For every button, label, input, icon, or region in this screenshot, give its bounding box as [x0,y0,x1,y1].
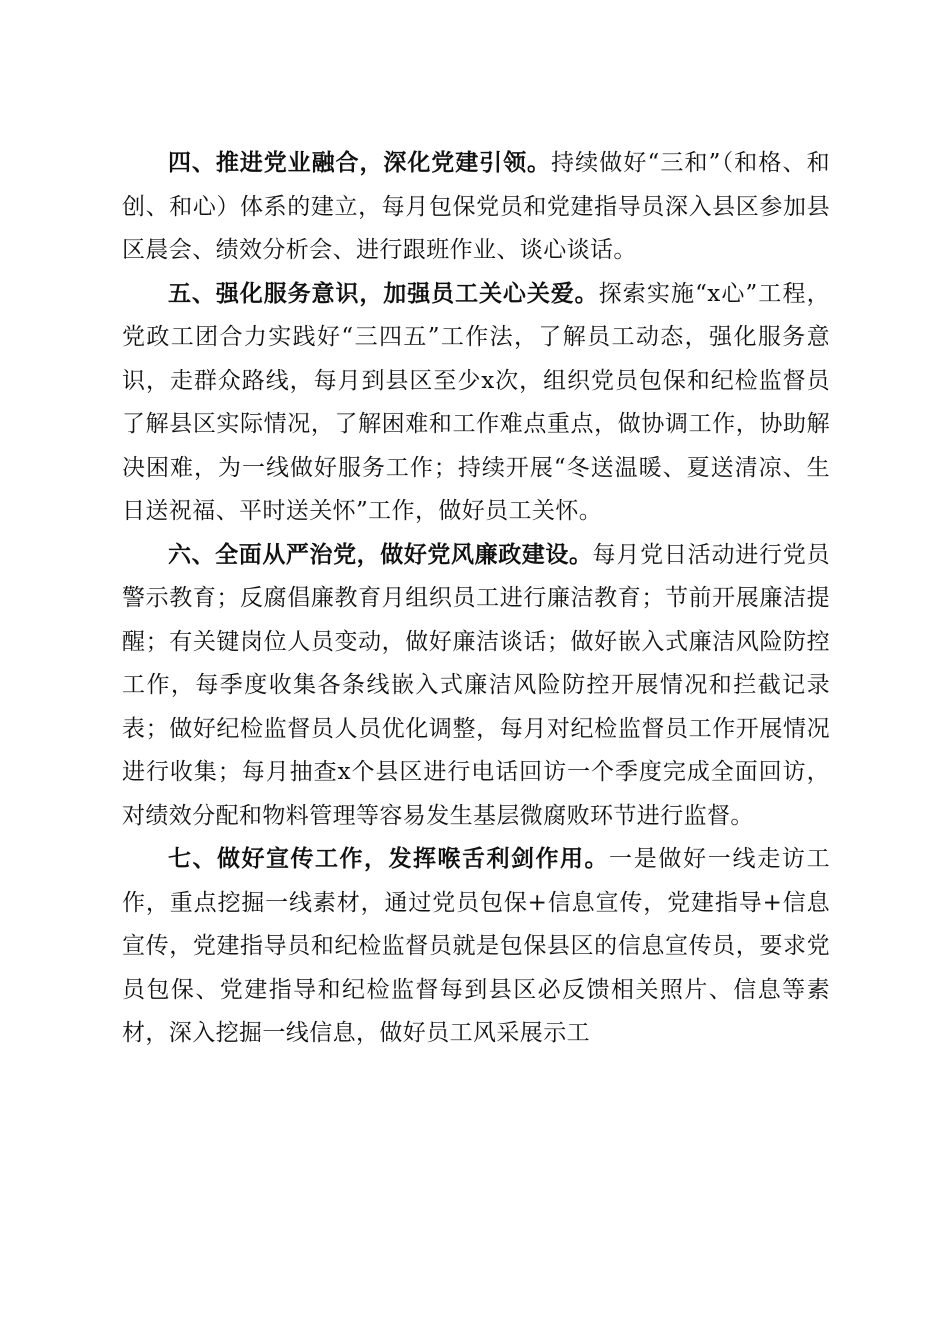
paragraph-5 [122,273,830,534]
paragraph-text: 每月党日活动进行党员警示教育；反腐倡廉教育月组织员工进行廉洁教育；节前开展廉洁提醒；有关键岗位人员变动，做好廉洁谈话；做好嵌入式廉洁风险防控工作，每季度收集各条线嵌入式廉洁风险防控开展情况和拦截记录表；做好纪检监督员人员优化调整，每月对纪检监督员工作开展情况进行收集；每月抽查x个县区进行电话回访一个季度完成全面回访，对绩效分配和物料管理等容易发生基层微腐败环节进行监督。 [122,541,830,829]
paragraph-heading: 四、推进党业融合，深化党建引领。 [168,150,551,176]
document-body [122,142,830,1056]
paragraph-heading: 七、做好宣传工作，发挥喉舌利剑作用。 [168,846,609,872]
paragraph-6 [122,534,830,839]
paragraph-text: 一是做好一线走访工作，重点挖掘一线素材，通过党员包保+信息宣传，党建指导+信息宣传，党建指导员和纪检监督员就是包保县区的信息宣传员，要求党员包保、党建指导和纪检监督每到县区必反馈相关照片、信息等素材，深入挖掘一线信息，做好员工风采展示工 [122,846,830,1046]
paragraph-heading: 六、全面从严治党，做好党风廉政建设。 [168,541,593,568]
paragraph-text: 持续做好“三和”（和格、和创、和心）体系的建立，每月包保党员和党建指导员深入县区参加县区晨会、绩效分析会、进行跟班作业、谈心谈话。 [122,150,831,263]
paragraph-text: 探索实施“x心”工程，党政工团合力实践好“三四五”工作法，了解员工动态，强化服务意识，走群众路线，每月到县区至少x次，组织党员包保和纪检监督员了解县区实际情况，了解困难和工作难点重点，做协调工作，协助解决困难，为一线做好服务工作；持续开展“冬送温暖、夏送清凉、生日送祝福、平时送关怀”工作，做好员工关怀。 [122,280,830,524]
paragraph-4 [122,142,830,273]
paragraph-7 [122,838,830,1056]
paragraph-heading: 五、强化服务意识，加强员工关心关爱。 [168,280,599,307]
